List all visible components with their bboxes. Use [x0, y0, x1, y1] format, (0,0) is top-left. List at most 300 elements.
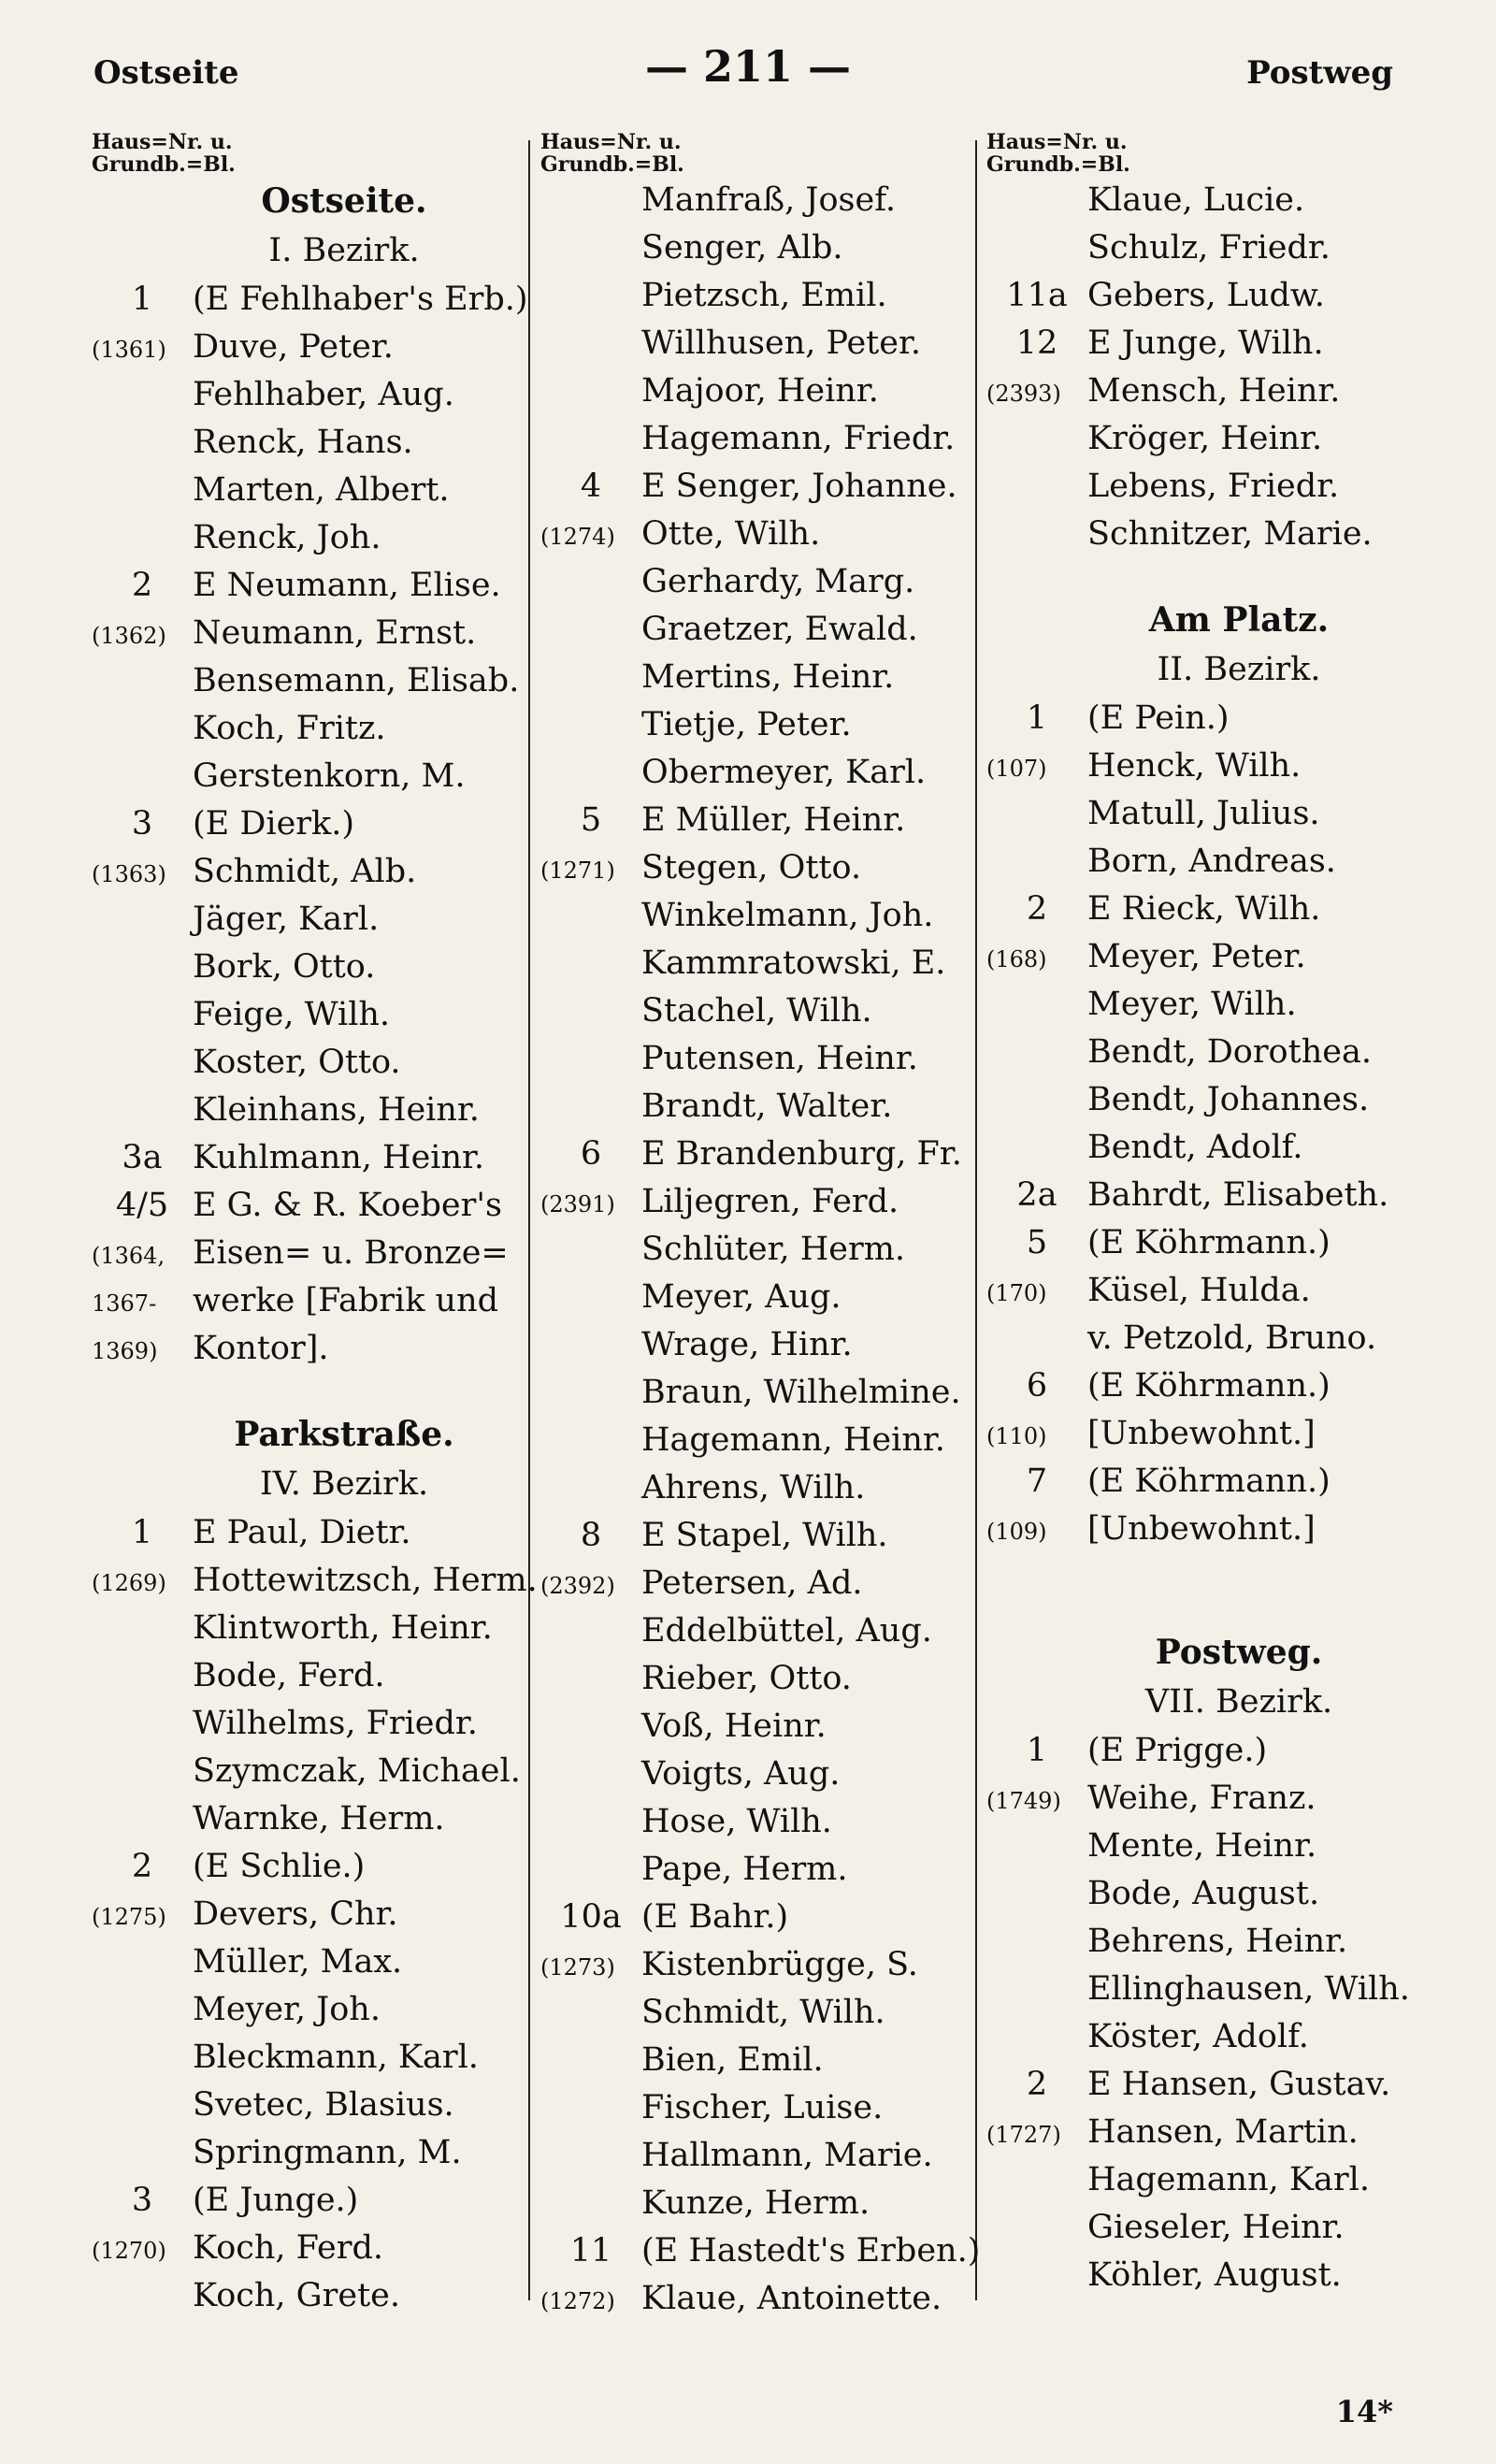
list-item: [540, 1326, 1008, 1374]
list-item: [540, 2137, 1008, 2184]
list-item: [986, 938, 1454, 986]
house-number: (1361): [92, 337, 166, 363]
list-item: [986, 1367, 1454, 1415]
house-number: (1273): [540, 1954, 615, 1981]
resident-name: Koch, Ferd.: [193, 2229, 384, 2267]
resident-name: Schmidt, Wilh.: [641, 1994, 885, 2031]
list-item: [92, 2182, 559, 2229]
list-item: [92, 1848, 559, 1895]
resident-name: Renck, Hans.: [193, 424, 413, 461]
house-number: 11: [569, 2232, 612, 2269]
resident-name: Koster, Otto.: [193, 1044, 401, 1081]
resident-name: E Neumann, Elise.: [193, 567, 501, 604]
house-number: 4: [580, 468, 602, 505]
house-number: 1369): [92, 1338, 158, 1364]
list-item: [986, 229, 1454, 277]
resident-name: (E Prigge.): [1087, 1732, 1268, 1769]
house-number: 11a: [1006, 277, 1068, 314]
page-number: — 211 —: [644, 41, 852, 92]
resident-name: Born, Andreas.: [1087, 843, 1336, 880]
resident-name: Weihe, Franz.: [1087, 1780, 1316, 1817]
signature-mark: 14*: [1335, 2394, 1393, 2429]
resident-name: (E Pein.): [1087, 699, 1230, 737]
resident-name: Kontor].: [193, 1330, 329, 1367]
list-item: [986, 1224, 1454, 1272]
list-item: [986, 277, 1454, 324]
house-number: 6: [1026, 1367, 1048, 1405]
list-item: [92, 1187, 559, 1234]
district-heading: II. Bezirk.: [1157, 651, 1321, 688]
resident-name: E Hansen, Gustav.: [1087, 2066, 1391, 2103]
resident-name: Klaue, Antoinette.: [641, 2280, 942, 2317]
resident-name: Kuhlmann, Heinr.: [193, 1139, 485, 1176]
list-item: [92, 948, 559, 996]
resident-name: Duve, Peter.: [193, 328, 394, 366]
list-item: [92, 1943, 559, 1991]
list-item: [986, 1463, 1454, 1510]
list-item: [986, 372, 1454, 420]
list-item: [986, 1780, 1454, 1827]
column-2: [540, 131, 1008, 2327]
resident-name: Braun, Wilhelmine.: [641, 1374, 961, 1411]
resident-name: Meyer, Aug.: [641, 1278, 842, 1316]
house-number: (2393): [986, 381, 1061, 407]
house-number: 1: [1026, 1732, 1048, 1769]
resident-name: Warnke, Herm.: [193, 1800, 445, 1837]
house-number: 3a: [122, 1139, 163, 1176]
house-number: (2392): [540, 1573, 615, 1599]
list-item: [92, 1091, 559, 1139]
list-item: [92, 2086, 559, 2134]
house-number: (1727): [986, 2122, 1061, 2148]
resident-name: Wilhelms, Friedr.: [193, 1705, 478, 1742]
resident-name: Gieseler, Heinr.: [1087, 2209, 1345, 2246]
running-head-right: Postweg: [1246, 54, 1393, 92]
column-1: [92, 131, 559, 2325]
house-number: 5: [1026, 1224, 1048, 1261]
resident-name: [Unbewohnt.]: [1087, 1510, 1316, 1548]
resident-name: Gebers, Ludw.: [1087, 277, 1325, 314]
resident-name: Schlüter, Herm.: [641, 1231, 906, 1268]
list-item: [92, 1991, 559, 2039]
list-item: [540, 849, 1008, 897]
list-item: [540, 1708, 1008, 1755]
list-item: [92, 1609, 559, 1657]
list-item: [986, 1319, 1454, 1367]
list-item: [540, 992, 1008, 1040]
house-number: 8: [580, 1517, 602, 1554]
list-item: [540, 1612, 1008, 1660]
list-item: [540, 2041, 1008, 2089]
list-item: [986, 1272, 1454, 1319]
list-item: [986, 747, 1454, 795]
resident-name: (E Bahr.): [641, 1898, 789, 1936]
resident-name: Stegen, Otto.: [641, 849, 862, 886]
list-item: [986, 420, 1454, 468]
house-number: 1: [131, 1514, 153, 1551]
list-item: [92, 1752, 559, 1800]
resident-name: Hottewitzsch, Herm.: [193, 1562, 538, 1599]
list-item: [540, 658, 1008, 706]
resident-name: Köster, Adolf.: [1087, 2018, 1309, 2055]
resident-name: Marten, Albert.: [193, 471, 450, 509]
column-header: Haus=Nr. u. Grundb.=Bl.: [540, 130, 684, 177]
resident-name: Bendt, Adolf.: [1087, 1129, 1303, 1166]
list-item: [540, 706, 1008, 754]
resident-name: Bork, Otto.: [193, 948, 376, 986]
resident-name: Bode, August.: [1087, 1875, 1320, 1912]
resident-name: Bode, Ferd.: [193, 1657, 385, 1694]
list-item: [540, 1946, 1008, 1994]
house-number: 2: [1026, 890, 1048, 928]
list-item: [540, 1135, 1008, 1183]
spacer: [986, 563, 1454, 600]
resident-name: Henck, Wilh.: [1087, 747, 1302, 785]
district-heading: VII. Bezirk.: [1144, 1683, 1333, 1721]
list-item: [540, 1040, 1008, 1088]
list-item: [92, 1895, 559, 1943]
list-item: [92, 614, 559, 662]
house-number: 2: [1026, 2066, 1048, 2103]
resident-name: Hansen, Martin.: [1087, 2113, 1359, 2151]
list-item: [92, 1330, 559, 1377]
list-item: [986, 1176, 1454, 1224]
list-item: [540, 1088, 1008, 1135]
list-item: [986, 2209, 1454, 2256]
list-item: [540, 515, 1008, 563]
list-item: [540, 181, 1008, 229]
house-number: (109): [986, 1519, 1047, 1545]
resident-name: Kammratowski, E.: [641, 944, 946, 982]
house-number: 5: [580, 801, 602, 839]
resident-name: Pape, Herm.: [641, 1851, 848, 1888]
resident-name: Bendt, Dorothea.: [1087, 1033, 1372, 1071]
list-item: [540, 2184, 1008, 2232]
resident-name: Ellinghausen, Wilh.: [1087, 1970, 1410, 2008]
house-number: 1: [1026, 699, 1048, 737]
resident-name: Matull, Julius.: [1087, 795, 1320, 832]
list-item: [540, 563, 1008, 611]
house-number: (1363): [92, 861, 166, 887]
house-number: 1: [131, 281, 153, 318]
resident-name: Petersen, Ad.: [641, 1564, 863, 1602]
resident-name: Kistenbrügge, S.: [641, 1946, 918, 1983]
house-number: (1362): [92, 623, 166, 649]
resident-name: Mensch, Heinr.: [1087, 372, 1341, 410]
resident-name: Stachel, Wilh.: [641, 992, 872, 1030]
list-item: [540, 897, 1008, 944]
list-item: [92, 1139, 559, 1187]
resident-name: E Junge, Wilh.: [1087, 324, 1324, 362]
resident-name: Gerstenkorn, M.: [193, 757, 466, 795]
resident-name: Hagemann, Karl.: [1087, 2161, 1370, 2198]
list-item: [540, 1469, 1008, 1517]
list-item: [540, 468, 1008, 515]
district-heading: I. Bezirk.: [268, 232, 420, 269]
house-number: (1270): [92, 2238, 166, 2264]
list-item: [540, 372, 1008, 420]
list-item: [986, 2256, 1454, 2304]
resident-name: Ahrens, Wilh.: [641, 1469, 866, 1506]
resident-name: Klintworth, Heinr.: [193, 1609, 493, 1647]
list-item: [92, 1800, 559, 1848]
list-item: [986, 1510, 1454, 1558]
resident-name: Jäger, Karl.: [193, 901, 380, 938]
resident-name: Neumann, Ernst.: [193, 614, 477, 652]
house-number: 3: [131, 2182, 153, 2219]
resident-name: Bensemann, Elisab.: [193, 662, 520, 699]
list-item: [986, 1923, 1454, 1970]
list-item: [986, 1081, 1454, 1129]
list-item: [92, 757, 559, 805]
list-item: [92, 1705, 559, 1752]
list-item: [986, 1970, 1454, 2018]
list-item: [92, 281, 559, 328]
resident-name: Fischer, Luise.: [641, 2089, 884, 2126]
resident-name: Manfraß, Josef.: [641, 181, 897, 219]
resident-name: Renck, Joh.: [193, 519, 381, 556]
list-item: [540, 1564, 1008, 1612]
list-item: [540, 1278, 1008, 1326]
list-item: [540, 611, 1008, 658]
list-item: [540, 1898, 1008, 1946]
column-header: Haus=Nr. u. Grundb.=Bl.: [92, 130, 236, 177]
list-item: [92, 1044, 559, 1091]
list-item: [92, 996, 559, 1044]
list-item: [540, 1851, 1008, 1898]
list-item: [92, 901, 559, 948]
resident-name: Hallmann, Marie.: [641, 2137, 933, 2174]
resident-name: v. Petzold, Bruno.: [1087, 1319, 1377, 1357]
resident-name: (E Köhrmann.): [1087, 1463, 1331, 1500]
list-item: [540, 1803, 1008, 1851]
house-number: 2: [131, 567, 153, 604]
list-item: [540, 944, 1008, 992]
resident-name: Bendt, Johannes.: [1087, 1081, 1370, 1118]
resident-name: Müller, Max.: [193, 1943, 403, 1981]
list-item: [92, 662, 559, 710]
list-item: [986, 1415, 1454, 1463]
list-item: [92, 519, 559, 567]
resident-name: Tietje, Peter.: [641, 706, 852, 743]
resident-name: Schmidt, Alb.: [193, 853, 417, 890]
house-number: 3: [131, 805, 153, 843]
resident-name: Putensen, Heinr.: [641, 1040, 918, 1077]
house-number: (170): [986, 1280, 1047, 1306]
district-heading: IV. Bezirk.: [259, 1465, 429, 1503]
list-item: [986, 1875, 1454, 1923]
resident-name: (E Junge.): [193, 2182, 359, 2219]
resident-name: Otte, Wilh.: [641, 515, 821, 553]
resident-name: Mertins, Heinr.: [641, 658, 895, 696]
house-number: 7: [1026, 1463, 1048, 1500]
spacer: [986, 1595, 1454, 1633]
house-number: 2a: [1016, 1176, 1057, 1214]
resident-name: Wrage, Hinr.: [641, 1326, 853, 1363]
list-item: [540, 229, 1008, 277]
house-number: (1274): [540, 524, 615, 550]
list-item: [92, 1514, 559, 1562]
list-item: [540, 801, 1008, 849]
house-number: 2: [131, 1848, 153, 1885]
list-item: [540, 1421, 1008, 1469]
list-item: [986, 2066, 1454, 2113]
resident-name: Gerhardy, Marg.: [641, 563, 915, 600]
list-item: [92, 567, 559, 614]
resident-name: Winkelmann, Joh.: [641, 897, 934, 934]
resident-name: Feige, Wilh.: [193, 996, 391, 1033]
resident-name: (E Köhrmann.): [1087, 1224, 1331, 1261]
resident-name: Hagemann, Friedr.: [641, 420, 956, 457]
list-item: [986, 1827, 1454, 1875]
list-item: [986, 2113, 1454, 2161]
resident-name: (E Fehlhaber's Erb.): [193, 281, 528, 318]
street-heading: Postweg.: [1155, 1633, 1323, 1672]
resident-name: Köhler, August.: [1087, 2256, 1342, 2294]
resident-name: Klaue, Lucie.: [1087, 181, 1305, 219]
house-number: (110): [986, 1423, 1047, 1449]
list-item: [540, 754, 1008, 801]
list-item: [540, 2232, 1008, 2280]
resident-name: Lebens, Friedr.: [1087, 468, 1340, 505]
resident-name: E Senger, Johanne.: [641, 468, 957, 505]
house-number: (168): [986, 946, 1047, 973]
resident-name: Brandt, Walter.: [641, 1088, 893, 1125]
list-item: [92, 2039, 559, 2086]
street-heading: Ostseite.: [261, 181, 427, 221]
list-item: [986, 843, 1454, 890]
house-number: (1275): [92, 1904, 166, 1930]
list-item: [986, 795, 1454, 843]
list-item: [540, 277, 1008, 324]
resident-name: Koch, Grete.: [193, 2277, 400, 2314]
resident-name: Bien, Emil.: [641, 2041, 824, 2079]
list-item: [92, 424, 559, 471]
resident-name: Voigts, Aug.: [641, 1755, 841, 1793]
list-item: [540, 1183, 1008, 1231]
resident-name: Kunze, Herm.: [641, 2184, 870, 2222]
resident-name: Meyer, Peter.: [1087, 938, 1306, 975]
resident-name: E Brandenburg, Fr.: [641, 1135, 962, 1173]
list-item: [92, 376, 559, 424]
list-item: [92, 328, 559, 376]
list-item: [540, 2089, 1008, 2137]
list-item: [92, 1234, 559, 1282]
list-item: [540, 2280, 1008, 2327]
list-item: [92, 1657, 559, 1705]
house-number: 6: [580, 1135, 602, 1173]
resident-name: Koch, Fritz.: [193, 710, 386, 747]
resident-name: Eddelbüttel, Aug.: [641, 1612, 932, 1650]
house-number: (1749): [986, 1788, 1061, 1814]
resident-name: Schulz, Friedr.: [1087, 229, 1331, 267]
list-item: [92, 2229, 559, 2277]
resident-name: Küsel, Hulda.: [1087, 1272, 1311, 1309]
list-item: [986, 986, 1454, 1033]
list-item: [92, 1282, 559, 1330]
resident-name: Pietzsch, Emil.: [641, 277, 887, 314]
resident-name: (E Dierk.): [193, 805, 355, 843]
resident-name: Kröger, Heinr.: [1087, 420, 1323, 457]
street-heading: Parkstraße.: [234, 1415, 454, 1454]
house-number: (1269): [92, 1570, 166, 1596]
list-item: [986, 699, 1454, 747]
resident-name: Svetec, Blasius.: [193, 2086, 454, 2124]
resident-name: (E Köhrmann.): [1087, 1367, 1331, 1405]
house-number: 1367-: [92, 1290, 157, 1317]
resident-name: E Stapel, Wilh.: [641, 1517, 888, 1554]
resident-name: [Unbewohnt.]: [1087, 1415, 1316, 1452]
resident-name: Senger, Alb.: [641, 229, 843, 267]
resident-name: Meyer, Wilh.: [1087, 986, 1297, 1023]
resident-name: Liljegren, Ferd.: [641, 1183, 899, 1220]
list-item: [986, 890, 1454, 938]
list-item: [92, 853, 559, 901]
list-item: [540, 324, 1008, 372]
resident-name: E Rieck, Wilh.: [1087, 890, 1321, 928]
resident-name: E G. & R. Koeber's: [193, 1187, 502, 1224]
resident-name: Mente, Heinr.: [1087, 1827, 1317, 1865]
resident-name: (E Hastedt's Erben.): [641, 2232, 981, 2269]
list-item: [92, 805, 559, 853]
house-number: 12: [1015, 324, 1058, 362]
list-item: [986, 1732, 1454, 1780]
resident-name: Hose, Wilh.: [641, 1803, 832, 1840]
resident-name: Schnitzer, Marie.: [1087, 515, 1373, 553]
resident-name: (E Schlie.): [193, 1848, 366, 1885]
list-item: [986, 181, 1454, 229]
list-item: [986, 324, 1454, 372]
resident-name: Springmann, M.: [193, 2134, 462, 2171]
list-item: [92, 471, 559, 519]
house-number: (1271): [540, 857, 615, 884]
resident-name: Meyer, Joh.: [193, 1991, 381, 2028]
list-item: [986, 2161, 1454, 2209]
list-item: [540, 1517, 1008, 1564]
resident-name: E Paul, Dietr.: [193, 1514, 411, 1551]
running-head-left: Ostseite: [94, 54, 239, 92]
spacer: [92, 1377, 559, 1415]
house-number: (2391): [540, 1191, 615, 1218]
resident-name: Devers, Chr.: [193, 1895, 398, 1933]
list-item: [92, 1562, 559, 1609]
house-number: 4/5: [115, 1187, 169, 1224]
street-heading: Am Platz.: [1148, 600, 1330, 640]
resident-name: Bleckmann, Karl.: [193, 2039, 479, 2076]
list-item: [92, 2134, 559, 2182]
resident-name: werke [Fabrik und: [193, 1282, 499, 1319]
list-item: [986, 1129, 1454, 1176]
resident-name: Fehlhaber, Aug.: [193, 376, 454, 413]
resident-name: Rieber, Otto.: [641, 1660, 852, 1697]
house-number: 10a: [560, 1898, 622, 1936]
list-item: [92, 2277, 559, 2325]
list-item: [540, 1374, 1008, 1421]
resident-name: Behrens, Heinr.: [1087, 1923, 1348, 1960]
resident-name: Szymczak, Michael.: [193, 1752, 521, 1790]
resident-name: E Müller, Heinr.: [641, 801, 906, 839]
list-item: [540, 1660, 1008, 1708]
column-3: [986, 131, 1454, 2304]
resident-name: Kleinhans, Heinr.: [193, 1091, 480, 1129]
resident-name: Majoor, Heinr.: [641, 372, 879, 410]
resident-name: Obermeyer, Karl.: [641, 754, 927, 791]
house-number: (1272): [540, 2288, 615, 2314]
resident-name: Willhusen, Peter.: [641, 324, 921, 362]
column-header: Haus=Nr. u. Grundb.=Bl.: [986, 130, 1130, 177]
list-item: [986, 468, 1454, 515]
list-item: [540, 1231, 1008, 1278]
